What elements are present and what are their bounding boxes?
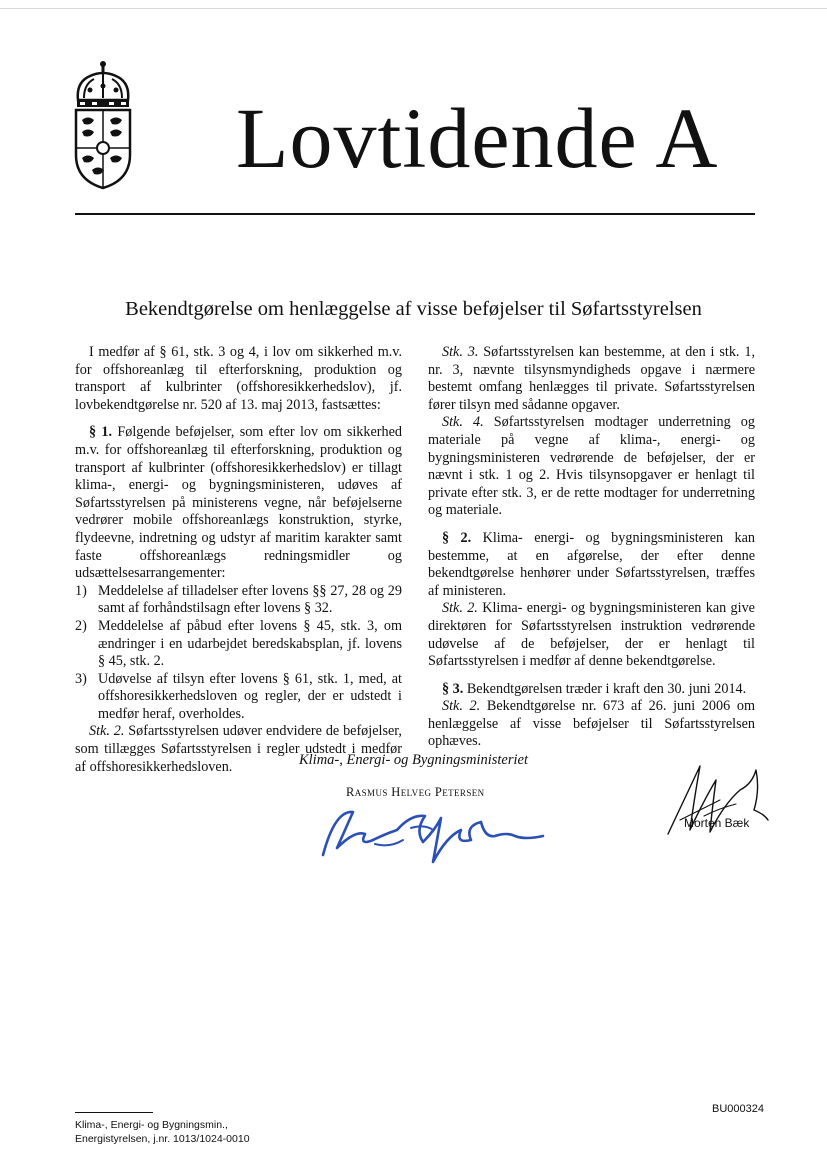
left-column <box>75 344 402 776</box>
section-3-paragraph <box>428 681 755 699</box>
document-title: Bekendtgørelse om henlæggelse af visse beføjelser til Søfartsstyrelsen <box>125 298 702 320</box>
footer-rule <box>75 1112 153 1113</box>
royal-coat-of-arms-icon <box>70 60 136 190</box>
section-3-text: Bekendtgørelsen træder i kraft den 30. juni 2014. <box>463 680 747 697</box>
stk-2-label: Stk. 2. <box>442 600 478 617</box>
list-item-number: 2) <box>75 617 87 634</box>
list-item-text: Meddelelse af tilladelser efter lovens §§ 27, 28 og 29 samt af forhåndstilsagn efter lovens § 32. <box>98 582 402 617</box>
section-2-stk-2 <box>428 600 755 670</box>
section-1-label: § 1. <box>89 424 113 441</box>
stk-2-text: Bekendtgørelse nr. 673 af 26. juni 2006 om henlæggelse af visse beføjelser til Søfartsstyrelsen ophæves. <box>428 698 755 750</box>
list-item-number: 3) <box>75 670 87 687</box>
section-1-stk-4 <box>428 414 755 520</box>
powers-list <box>75 583 402 724</box>
section-2-paragraph <box>428 530 755 600</box>
list-item-text: Udøvelse af tilsyn efter lovens § 61, stk. 1, med, at offshoresikkerhedsloven og regler, der er udstedt i medfør heraf, overholdes. <box>98 670 402 722</box>
footer-line-1: Klima-, Energi- og Bygningsmin., <box>75 1119 228 1131</box>
section-3-label: § 3. <box>442 680 464 697</box>
list-item-text: Meddelelse af påbud efter lovens § 45, stk. 3, om ændringer i en udarbejdet beredskabsplan, jf. lovens § 45, stk. 2. <box>98 617 402 670</box>
section-3-stk-2 <box>428 698 755 751</box>
stk-2-text: Klima- energi- og bygningsministeren kan give direktøren for Søfartsstyrelsen instruktion vedrørende udøvelse af de beføjelser, der er henlagt til Søfartsstyrelsen i medfør af denne bekendtgørelse. <box>428 600 755 670</box>
footer-line-2: Energistyrelsen, j.nr. 1013/1024-0010 <box>75 1133 250 1145</box>
stk-4-text: Søfartsstyrelsen modtager underretning og materiale på vegne af klima-, energi- og bygningsministeren vedrørende de beføjelser, der er nævnt i stk. 1 og 2. Hvis tilsynsopgaver er henlagt til private efter stk. 3, er de rette modtager for underretning og materiale. <box>428 414 755 519</box>
stk-3-text: Søfartsstyrelsen kan bestemme, at den i stk. 1, nr. 3, nævnte tilsynsmyndigheds opgave i nærmere bestemt omfang henlægges til private. Søfartsstyrelsen fører tilsyn med sådanne opgaver. <box>428 344 755 413</box>
minister-signature-icon <box>315 800 550 870</box>
stk-2-label: Stk. 2. <box>89 723 125 740</box>
masthead-title: Lovtidende A <box>236 90 719 186</box>
header-rule <box>75 213 755 215</box>
document-id: BU000324 <box>712 1103 764 1115</box>
section-1-text: Følgende beføjelser, som efter lov om sikkerhed m.v. for offshoreanlæg til efterforskning, produktion og transport af kulbrinter (offshoresikkerhedslov) er tillagt klima-, energi- og bygningsministeren, udøves af Søfartsstyrelsen på ministerens vegne, når beføjelserne vedrører mobile offshoreanlægs konstruktion, styrke, flydeevne, indretning og udstyr af maritim karakter samt faste offshoreanlægs redningsmidler og udsættelsesarrangementer: <box>75 424 402 582</box>
section-2-text: Klima- energi- og bygningsministeren kan bestemme, at en afgørelse, der efter denne bekendtgørelse henhører under Søfartsstyrelsen, træffes af ministeren. <box>428 529 755 599</box>
list-item <box>75 618 402 671</box>
list-item-number: 1) <box>75 582 87 599</box>
stk-3-label: Stk. 3. <box>442 344 479 360</box>
right-column <box>428 344 755 751</box>
stk-2-text: Søfartsstyrelsen udøver endvidere de beføjelser, som tillægges Søfartsstyrelsen i regler udstedt i medfør af offshoresikkerhedsloven. <box>75 723 402 775</box>
top-scan-line <box>0 8 827 9</box>
official-name: Morten Bæk <box>684 816 750 830</box>
list-item <box>75 583 402 618</box>
ministry-name-text: Klima-, Energi- og Bygningsministeriet <box>298 752 529 768</box>
footer-reference <box>75 1118 250 1146</box>
section-1-stk-3 <box>428 344 755 414</box>
stk-2-label: Stk. 2. <box>442 698 481 715</box>
section-2-label: § 2. <box>442 529 472 546</box>
stk-4-label: Stk. 4. <box>442 414 484 431</box>
minister-name: Rasmus Helveg Petersen <box>346 785 485 799</box>
section-1-paragraph <box>75 424 402 582</box>
list-item <box>75 671 402 724</box>
intro-paragraph: I medfør af § 61, stk. 3 og 4, i lov om sikkerhed m.v. for offshoreanlæg til efterforskning, produktion og transport af kulbrinter (offshoresikkerhedslov), jf. lovbekendtgørelse nr. 520 af 13. maj 2013, fastsættes: <box>75 344 402 413</box>
